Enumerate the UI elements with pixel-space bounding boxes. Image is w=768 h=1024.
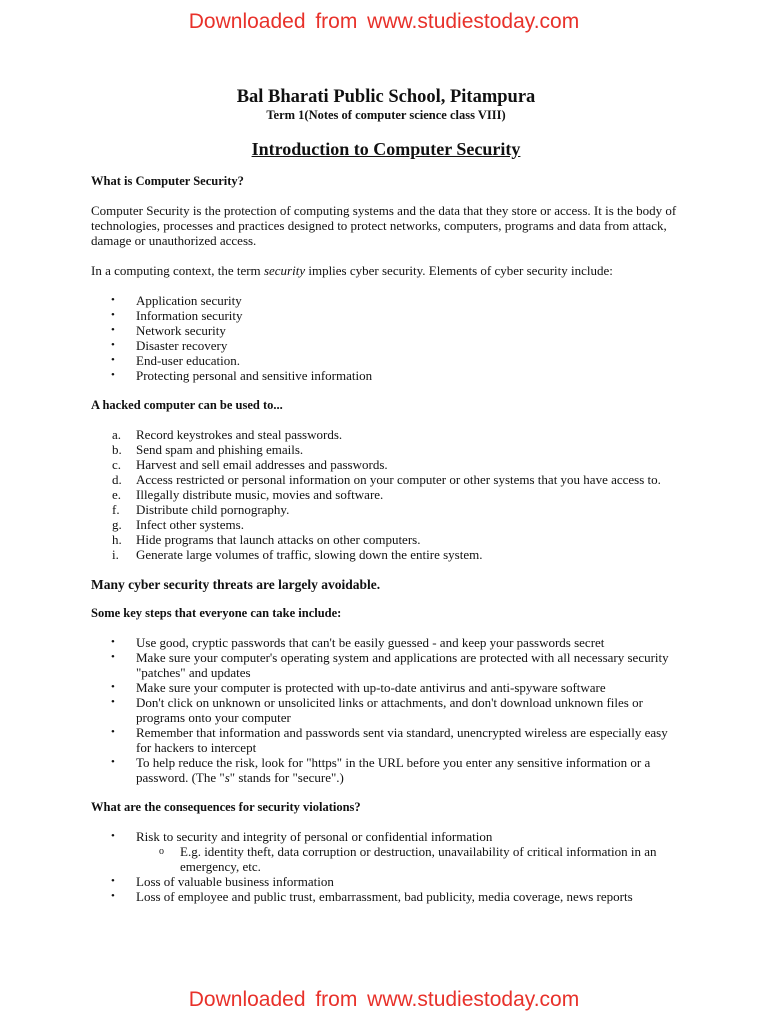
list-item — [91, 487, 681, 502]
list-item: • Make sure your computer is protected with up-to-date antivirus and anti-spyware software — [91, 680, 681, 695]
heading-consequences: What are the consequences for security violations? — [91, 800, 361, 814]
list-item: • Information security — [91, 308, 681, 323]
list-item: • Network security — [91, 323, 681, 338]
list-item — [91, 442, 681, 457]
list-item-text: Hide programs that launch attacks on other computers. — [136, 532, 421, 547]
hacked-uses-list — [91, 427, 681, 562]
list-item-text: Illegally distribute music, movies and software. — [136, 487, 384, 502]
list-item-em: s — [224, 770, 230, 785]
list-marker: g. — [112, 517, 122, 532]
list-marker: h. — [112, 532, 122, 547]
list-item-text: Record keystrokes and steal passwords. — [136, 427, 343, 442]
key-steps-list — [91, 635, 681, 785]
download-banner-bottom: Downloaded from www.studiestoday.com — [188, 988, 580, 1011]
list-item: • Loss of employee and public trust, embarrassment, bad publicity, media coverage, news reports — [91, 889, 681, 904]
list-item: • Risk to security and integrity of personal or confidential information — [91, 829, 681, 844]
document-body — [91, 86, 681, 919]
heading-hacked-computer: A hacked computer can be used to... — [91, 398, 283, 412]
consequences-list — [91, 829, 681, 904]
list-item-text: Infect other systems. — [136, 517, 244, 532]
sub-list-item: o E.g. identity theft, data corruption or destruction, unavailability of critical information in an emergency, etc. — [91, 844, 681, 874]
list-item-text-b: " stands for "secure".) — [229, 770, 344, 785]
list-item — [91, 755, 681, 785]
para-context-a: In a computing context, the term — [91, 263, 264, 278]
list-item — [91, 547, 681, 562]
heading-what-is-security: What is Computer Security? — [91, 174, 244, 188]
list-item: • Application security — [91, 293, 681, 308]
heading-key-steps: Some key steps that everyone can take include: — [91, 606, 342, 620]
para-context-b: implies cyber security. Elements of cyber security include: — [305, 263, 613, 278]
list-item — [91, 532, 681, 547]
list-marker: e. — [112, 487, 122, 502]
list-item — [91, 517, 681, 532]
list-item-text: Harvest and sell email addresses and passwords. — [136, 457, 388, 472]
list-item — [91, 457, 681, 472]
cyber-elements-list — [91, 293, 681, 383]
school-name: Bal Bharati Public School, Pitampura — [236, 87, 536, 107]
list-marker: i. — [112, 547, 119, 562]
list-marker: a. — [112, 427, 122, 442]
page-title: Introduction to Computer Security — [251, 139, 521, 159]
list-item: • Make sure your computer's operating system and applications are protected with all necessary security "patches" and updates — [91, 650, 681, 680]
heading-avoidable-threats: Many cyber security threats are largely avoidable. — [91, 577, 381, 592]
list-marker: d. — [112, 472, 122, 487]
list-item-text: Generate large volumes of traffic, slowing down the entire system. — [136, 547, 483, 562]
list-item: • Don't click on unknown or unsolicited links or attachments, and don't download unknown files or programs onto your computer — [91, 695, 681, 725]
list-marker: b. — [112, 442, 122, 457]
list-item-text: Access restricted or personal information on your computer or other systems that you have access to. — [136, 472, 661, 487]
list-item: • Disaster recovery — [91, 338, 681, 353]
list-item — [91, 427, 681, 442]
list-marker: c. — [112, 457, 122, 472]
list-item-text-a: To help reduce the risk, look for "https" in the URL before you enter any sensitive information or a password. (The " — [136, 755, 651, 785]
list-item: • Remember that information and passwords sent via standard, unencrypted wireless are especially easy for hackers to intercept — [91, 725, 681, 755]
term-subtitle: Term 1(Notes of computer science class VIII) — [266, 108, 506, 122]
list-item — [91, 502, 681, 517]
list-item: • Use good, cryptic passwords that can't be easily guessed - and keep your passwords secret — [91, 635, 681, 650]
list-item: • Protecting personal and sensitive information — [91, 368, 681, 383]
para-context — [91, 263, 681, 278]
list-item-text: Send spam and phishing emails. — [136, 442, 304, 457]
list-item: • Loss of valuable business information — [91, 874, 681, 889]
list-item-text: Distribute child pornography. — [136, 502, 290, 517]
list-item — [91, 472, 681, 487]
list-marker: f. — [112, 502, 120, 517]
download-banner-top: Downloaded from www.studiestoday.com — [188, 10, 580, 33]
para-context-em: security — [263, 263, 306, 278]
para-definition: Computer Security is the protection of computing systems and the data that they store or access. It is the body of technologies, processes and practices designed to protect networks, computers, programs and data from attack, damage or unauthorized access. — [91, 203, 677, 248]
list-item: • End-user education. — [91, 353, 681, 368]
